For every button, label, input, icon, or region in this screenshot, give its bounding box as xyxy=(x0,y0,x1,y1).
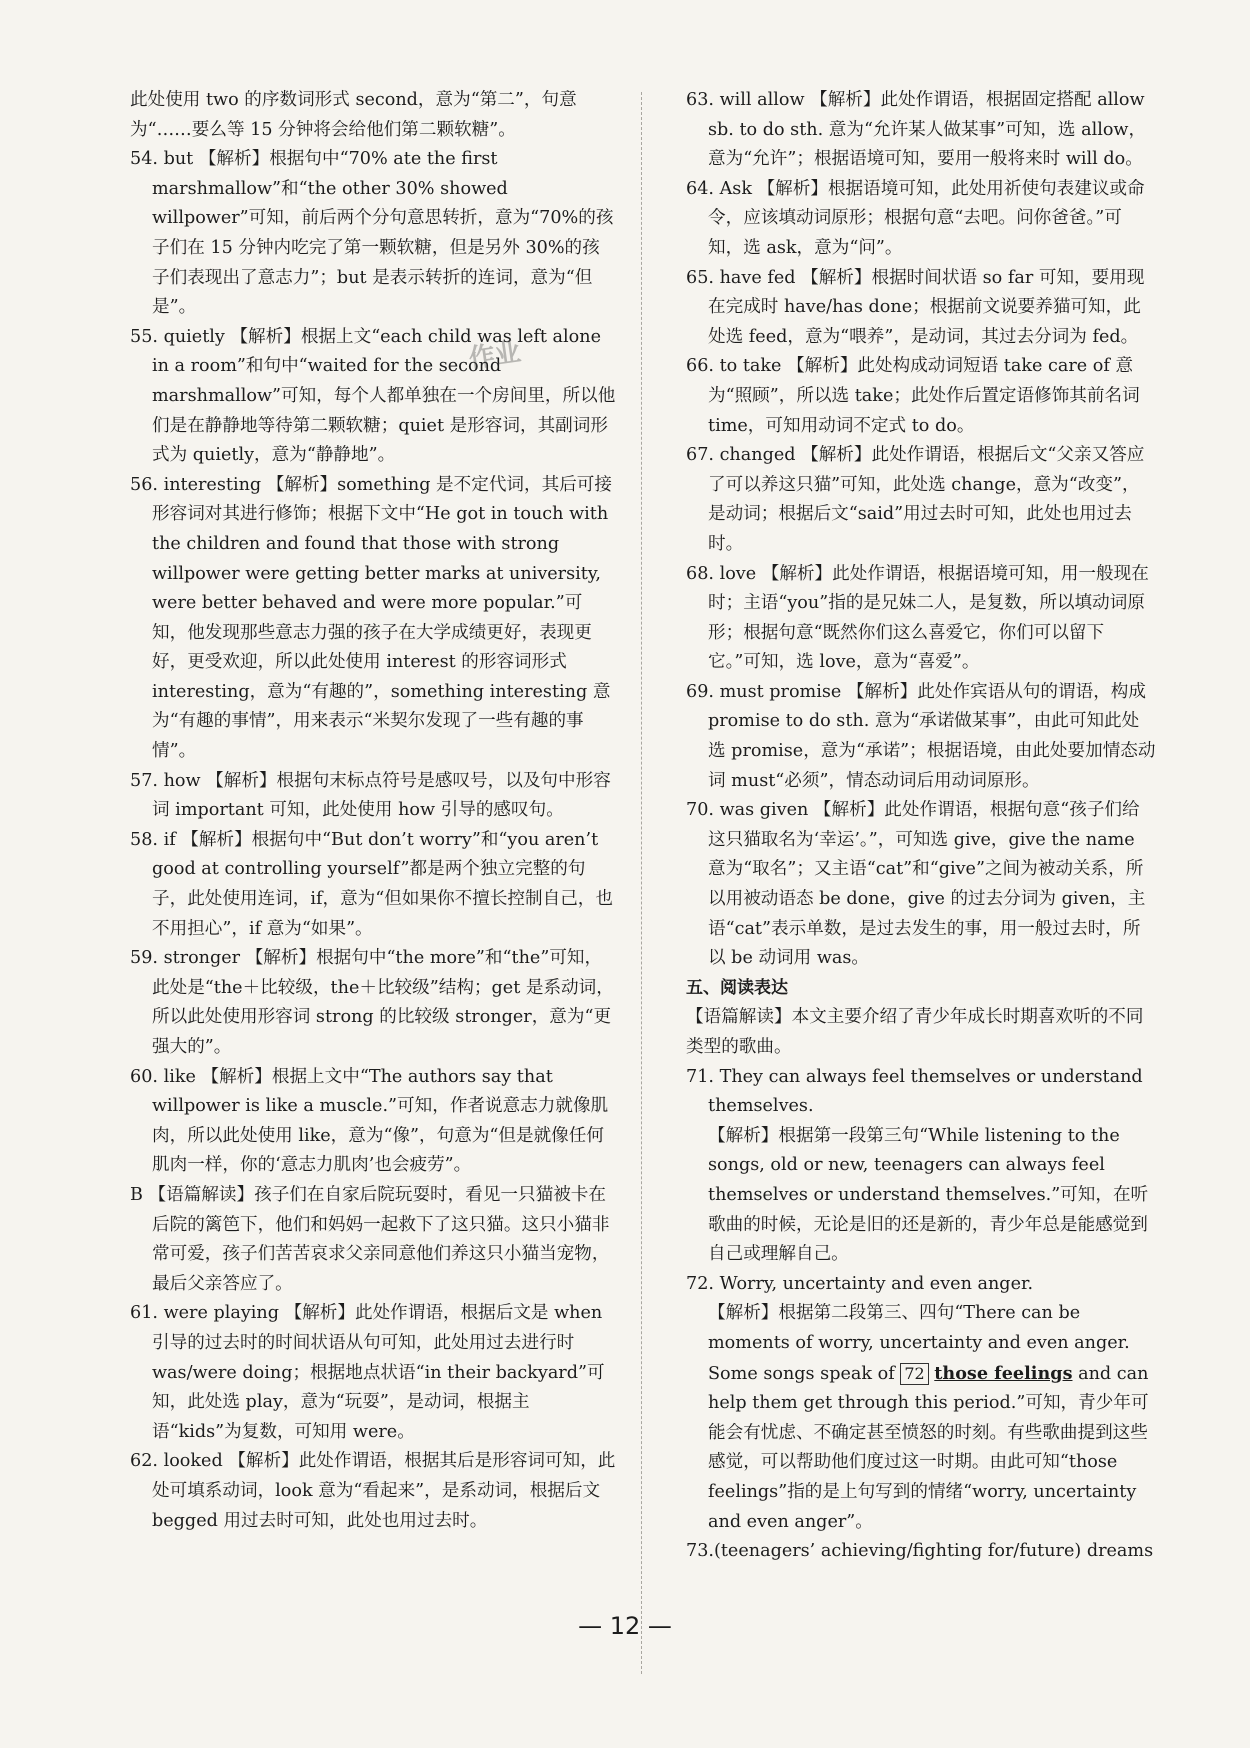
item-number: 55. xyxy=(130,326,158,347)
q72-analysis-b: and can help them get through this period.”可知，青少年可能会有忧虑、不确定甚至愤怒的时刻。有些歌曲提到这些感觉，可以帮助他们度过这一时期。由此可知“those feelings”指的是上句写到的情绪“worry, uncertainty and even anger”。 xyxy=(708,1363,1149,1532)
left_column-item xyxy=(130,145,616,323)
q72-answer-text: Worry, uncertainty and even anger. xyxy=(719,1273,1034,1294)
item-number: 57. xyxy=(130,770,158,791)
right_column-item xyxy=(686,352,1156,441)
q72-num: 72. xyxy=(686,1273,714,1294)
q72-analysis-a: 【解析】根据第二段第三、四句“There can be moments of worry, uncertainty and even anger. Some songs speak of xyxy=(708,1303,1130,1384)
item-text: 【语篇解读】孩子们在自家后院玩耍时，看见一只猫被卡在后院的篱笆下，他们和妈妈一起救下了这只猫。这只小猫非常可爱，孩子们苦苦哀求父亲同意他们养这只小猫当宠物，最后父亲答应了。 xyxy=(148,1184,610,1294)
left_column-item xyxy=(130,944,616,1062)
q73-num: 73. xyxy=(686,1541,714,1562)
item-number: 65. xyxy=(686,267,714,288)
item-number: 63. xyxy=(686,90,714,110)
left_column-item xyxy=(130,86,616,145)
section-five-intro: 【语篇解读】本文主要介绍了青少年成长时期喜欢听的不同类型的歌曲。 xyxy=(686,1007,1144,1057)
right_column-item xyxy=(686,264,1156,353)
left_column-item xyxy=(130,1447,616,1536)
q72-blank-box: 72 xyxy=(900,1363,928,1385)
item-text: to take 【解析】此处构成动词短语 take care of 意为“照顾”，所以选 take；此处作后置定语修饰其前名词 time，可知用动词不定式 to do。 xyxy=(708,356,1140,436)
left_column-item xyxy=(130,1181,616,1299)
item-number: 64. xyxy=(686,178,714,199)
page-number: — 12 — xyxy=(578,1612,672,1640)
q71-num: 71. xyxy=(686,1066,714,1087)
q71-answer-text: They can always feel themselves or understand themselves. xyxy=(708,1066,1143,1117)
item-number: 69. xyxy=(686,681,714,702)
right_column-item xyxy=(686,796,1156,974)
item-text: how 【解析】根据句末标点符号是感叹号，以及句中形容词 important 可知，此处使用 how 引导的感叹句。 xyxy=(152,770,611,821)
item-text: looked 【解析】此处作谓语，根据其后是形容词可知，此处可填系动词，look 意为“看起来”，是系动词，根据后文 begged 用过去时可知，此处也用过去时。 xyxy=(152,1451,616,1531)
q72-highlight: those feelings xyxy=(934,1362,1073,1384)
right_column-item xyxy=(686,86,1156,175)
left_column-item xyxy=(130,767,616,826)
item-text: changed 【解析】此处作谓语，根据后文“父亲又答应了可以养这只猫”可知，此处选 change，意为“改变”，是动词；根据后文“said”用过去时可知，此处也用过去时。 xyxy=(708,445,1145,554)
left_column-item xyxy=(130,826,616,944)
item-text: have fed 【解析】根据时间状语 so far 可知，要用现在完成时 have/has done；根据前文说要养猫可知，此处选 feed，意为“喂养”，是动词，其过去分词为 fed。 xyxy=(708,267,1145,347)
right_column-item xyxy=(686,175,1156,264)
item-text: if 【解析】根据句中“But don’t worry”和“you aren’t good at controlling yourself”都是两个独立完整的句子，此处使用连词，if，意为“但如果你不擅长控制自己，也不用担心”，if 意为“如果”。 xyxy=(152,829,613,939)
left_column-item xyxy=(130,1063,616,1181)
q71-answer xyxy=(686,1063,1156,1122)
item-number: 59. xyxy=(130,948,158,969)
item-text: must promise 【解析】此处作宾语从句的谓语，构成 promise to do sth. 意为“承诺做某事”，由此可知此处选 promise，意为“承诺”；根据语境，由此处要加情态动词 must“必须”，情态动词后用动词原形。 xyxy=(708,681,1156,791)
right-column xyxy=(686,86,1156,1567)
item-number: 56. xyxy=(130,474,158,495)
item-text: will allow 【解析】此处作谓语，根据固定搭配 allow sb. to do sth. 意为“允许某人做某事”可知，选 allow，意为“允许”；根据语境可知，要用一般将来时 will do。 xyxy=(708,90,1147,170)
item-text: but 【解析】根据句中“70% ate the first marshmallow”和“the other 30% showed willpower”可知，前后两个分句意思转折，意为“70%的孩子们在 15 分钟内吃完了第一颗软糖，但是另外 30%的孩子们表现出了意志力”；but 是表示转折的连词，意为“但是”。 xyxy=(152,149,614,318)
right_column-item xyxy=(686,441,1156,559)
section-five-heading: 五、阅读表达 xyxy=(686,977,788,998)
item-number: 61. xyxy=(130,1303,158,1324)
right-items xyxy=(686,86,1156,974)
item-text: interesting 【解析】something 是不定代词，其后可接形容词对其进行修饰；根据下文中“He got in touch with the children and found that those with strong willpower were getting better marks at university, were better behaved and were more popular.”可知，他发现那些意志力强的孩子在大学成绩更好，表现更好，更受欢迎，所以此处使用 interest 的形容词形式 interesting，意为“有趣的”，something interesting 意为“有趣的事情”，用来表示“米契尔发现了一些有趣的事情”。 xyxy=(152,474,612,762)
right_column-item xyxy=(686,678,1156,796)
q71-analysis: 【解析】根据第一段第三句“While listening to the songs, old or new, teenagers can always feel themselves or understand themselves.”可知，在听歌曲的时候，无论是旧的还是新的，青少年总是能感觉到自己或理解自己。 xyxy=(708,1125,1149,1265)
column-divider xyxy=(641,92,642,1674)
left_column-item xyxy=(130,1299,616,1447)
item-number: 68. xyxy=(686,563,714,584)
q72-answer xyxy=(686,1270,1156,1300)
q72-analysis xyxy=(686,1299,1156,1537)
item-number: 67. xyxy=(686,445,714,466)
item-text: 此处使用 two 的序数词形式 second，意为“第二”，句意为“……要么等 15 分钟将会给他们第二颗软糖”。 xyxy=(130,90,577,140)
left_column-item xyxy=(130,471,616,767)
item-text: quietly 【解析】根据上文“each child was left alone in a room”和句中“waited for the second marshmallow”可知，每个人都单独在一个房间里，所以他们是在静静地等待第二颗软糖；quiet 是形容词，其副词形式为 quietly，意为“静静地”。 xyxy=(152,326,616,466)
item-number: B xyxy=(130,1184,143,1205)
item-text: like 【解析】根据上文中“The authors say that willpower is like a muscle.”可知，作者说意志力就像肌肉，所以此处使用 like，意为“像”，句意为“但是就像任何肌肉一样，你的‘意志力肌肉’也会疲劳”。 xyxy=(152,1066,609,1176)
right_column-item xyxy=(686,560,1156,678)
item-text: were playing 【解析】此处作谓语，根据后文是 when 引导的过去时的时间状语从句可知，此处用过去进行时 was/were doing；根据地点状语“in their backyard”可知，此处选 play，意为“玩耍”，是动词，根据主语“kids”为复数，可知用 were。 xyxy=(152,1303,605,1442)
item-text: was given 【解析】此处作谓语，根据句意“孩子们给这只猫取名为‘幸运’。”，可知选 give，give the name 意为“取名”；又主语“cat”和“give”之间为被动关系，所以用被动语态 be done，give 的过去分词为 given，主语“cat”表示单数，是过去发生的事，用一般过去时，所以 be 动词用 was。 xyxy=(708,800,1146,969)
item-number: 62. xyxy=(130,1451,158,1472)
q73-answer xyxy=(686,1537,1156,1567)
stamp-text: 作业 xyxy=(466,337,523,375)
item-text: Ask 【解析】根据语境可知，此处用祈使句表建议或命令，应该填动词原形；根据句意“去吧。问你爸爸。”可知，选 ask，意为“问”。 xyxy=(708,178,1145,258)
item-number: 70. xyxy=(686,800,714,821)
watermark-stamp xyxy=(468,328,618,428)
item-number: 54. xyxy=(130,149,158,170)
item-text: stronger 【解析】根据句中“the more”和“the”可知，此处是“the＋比较级，the＋比较级”结构；get 是系动词，所以此处使用形容词 strong 的比较级 stronger，意为“更强大的”。 xyxy=(152,948,614,1057)
item-number: 66. xyxy=(686,356,714,377)
item-text: love 【解析】此处作谓语，根据语境可知，用一般现在时；主语“you”指的是兄妹二人，是复数，所以填动词原形；根据句意“既然你们这么喜爱它，你们可以留下它。”可知，选 love，意为“喜爱”。 xyxy=(708,563,1149,673)
item-number: 58. xyxy=(130,829,158,850)
item-number: 60. xyxy=(130,1066,158,1087)
left-column xyxy=(130,86,616,1536)
q73-answer-text: (teenagers’ achieving/fighting for/future) dreams xyxy=(713,1541,1154,1562)
